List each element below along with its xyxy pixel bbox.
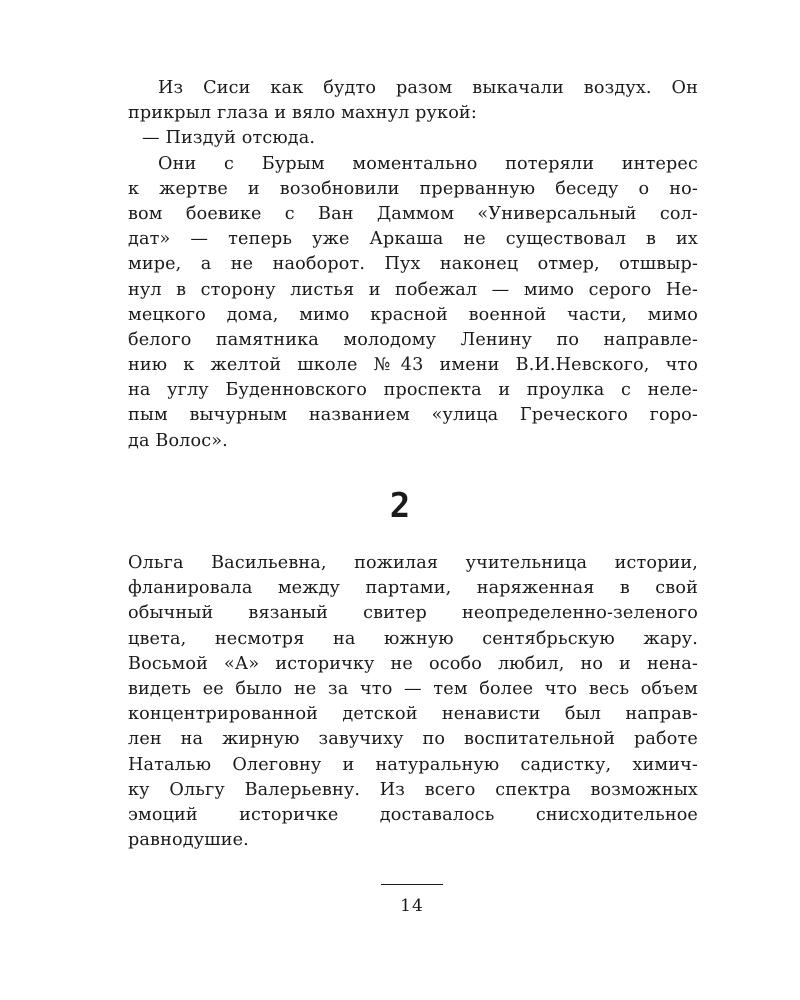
dialogue-line: — Пиздуй отсюда. [142, 128, 316, 149]
footer-divider [381, 884, 443, 885]
text-line: эмоций историчке доставалось снисходительное [128, 804, 698, 825]
text-line: Ольга Васильевна, пожилая учительница истории, [128, 553, 698, 573]
page-number: 14 [400, 896, 424, 916]
text-line: фланировала между партами, наряженная в свой [128, 578, 698, 599]
section-2-text [128, 551, 698, 853]
text-line: белого памятника молодому Ленину по направле- [128, 329, 698, 350]
text-line: нию к желтой школе №43 имени В.И.Невского, что [128, 355, 698, 376]
text-line: мецкого дома, мимо красной военной части, мимо [128, 304, 698, 325]
text-line: мире, а не наоборот. Пух наконец отмер, отшвыр- [128, 254, 698, 275]
text-line: прикрыл глаза и вяло махнул рукой: [128, 103, 477, 124]
text-line: видеть ее было не за что — тем более что весь объем [128, 678, 698, 699]
text-line: да Волос». [128, 430, 228, 451]
text-line: пым вычурным названием «улица Греческого горо- [128, 405, 698, 426]
chapter-number: 2 [389, 486, 411, 526]
text-line: на углу Буденновского проспекта и проулка с нелe- [128, 380, 698, 401]
text-line: обычный вязаный свитер неопределенно-зеленого [128, 603, 698, 624]
section-1-text [128, 76, 698, 454]
text-line: Восьмой «А» историчку не особо любил, но и нена- [128, 653, 698, 674]
text-line: вом боевике с Ван Даммом «Универсальный сол- [128, 203, 698, 224]
text-line: цвета, несмотря на южную сентябрьскую жару. [128, 628, 698, 649]
text-line: к жертве и возобновили прерванную беседу о но- [128, 178, 698, 199]
text-line: Они с Бурым моментально потеряли интерес [158, 153, 698, 174]
text-line: лен на жирную завучиху по воспитательной работе [128, 729, 698, 750]
text-line: нул в сторону листья и побежал — мимо серого Не- [128, 279, 698, 300]
text-line: концентрированной детской ненависти был направ- [128, 704, 698, 725]
text-line: Наталью Олеговну и натуральную садистку, химич- [128, 754, 698, 775]
text-line: равнодушие. [128, 830, 249, 851]
text-line: Из Сиси как будто разом выкачали воздух. Он [158, 78, 698, 98]
text-line: дат» — теперь уже Аркаша не существовал в их [128, 229, 698, 250]
text-line: ку Ольгу Валерьевну. Из всего спектра возможных [128, 779, 698, 800]
